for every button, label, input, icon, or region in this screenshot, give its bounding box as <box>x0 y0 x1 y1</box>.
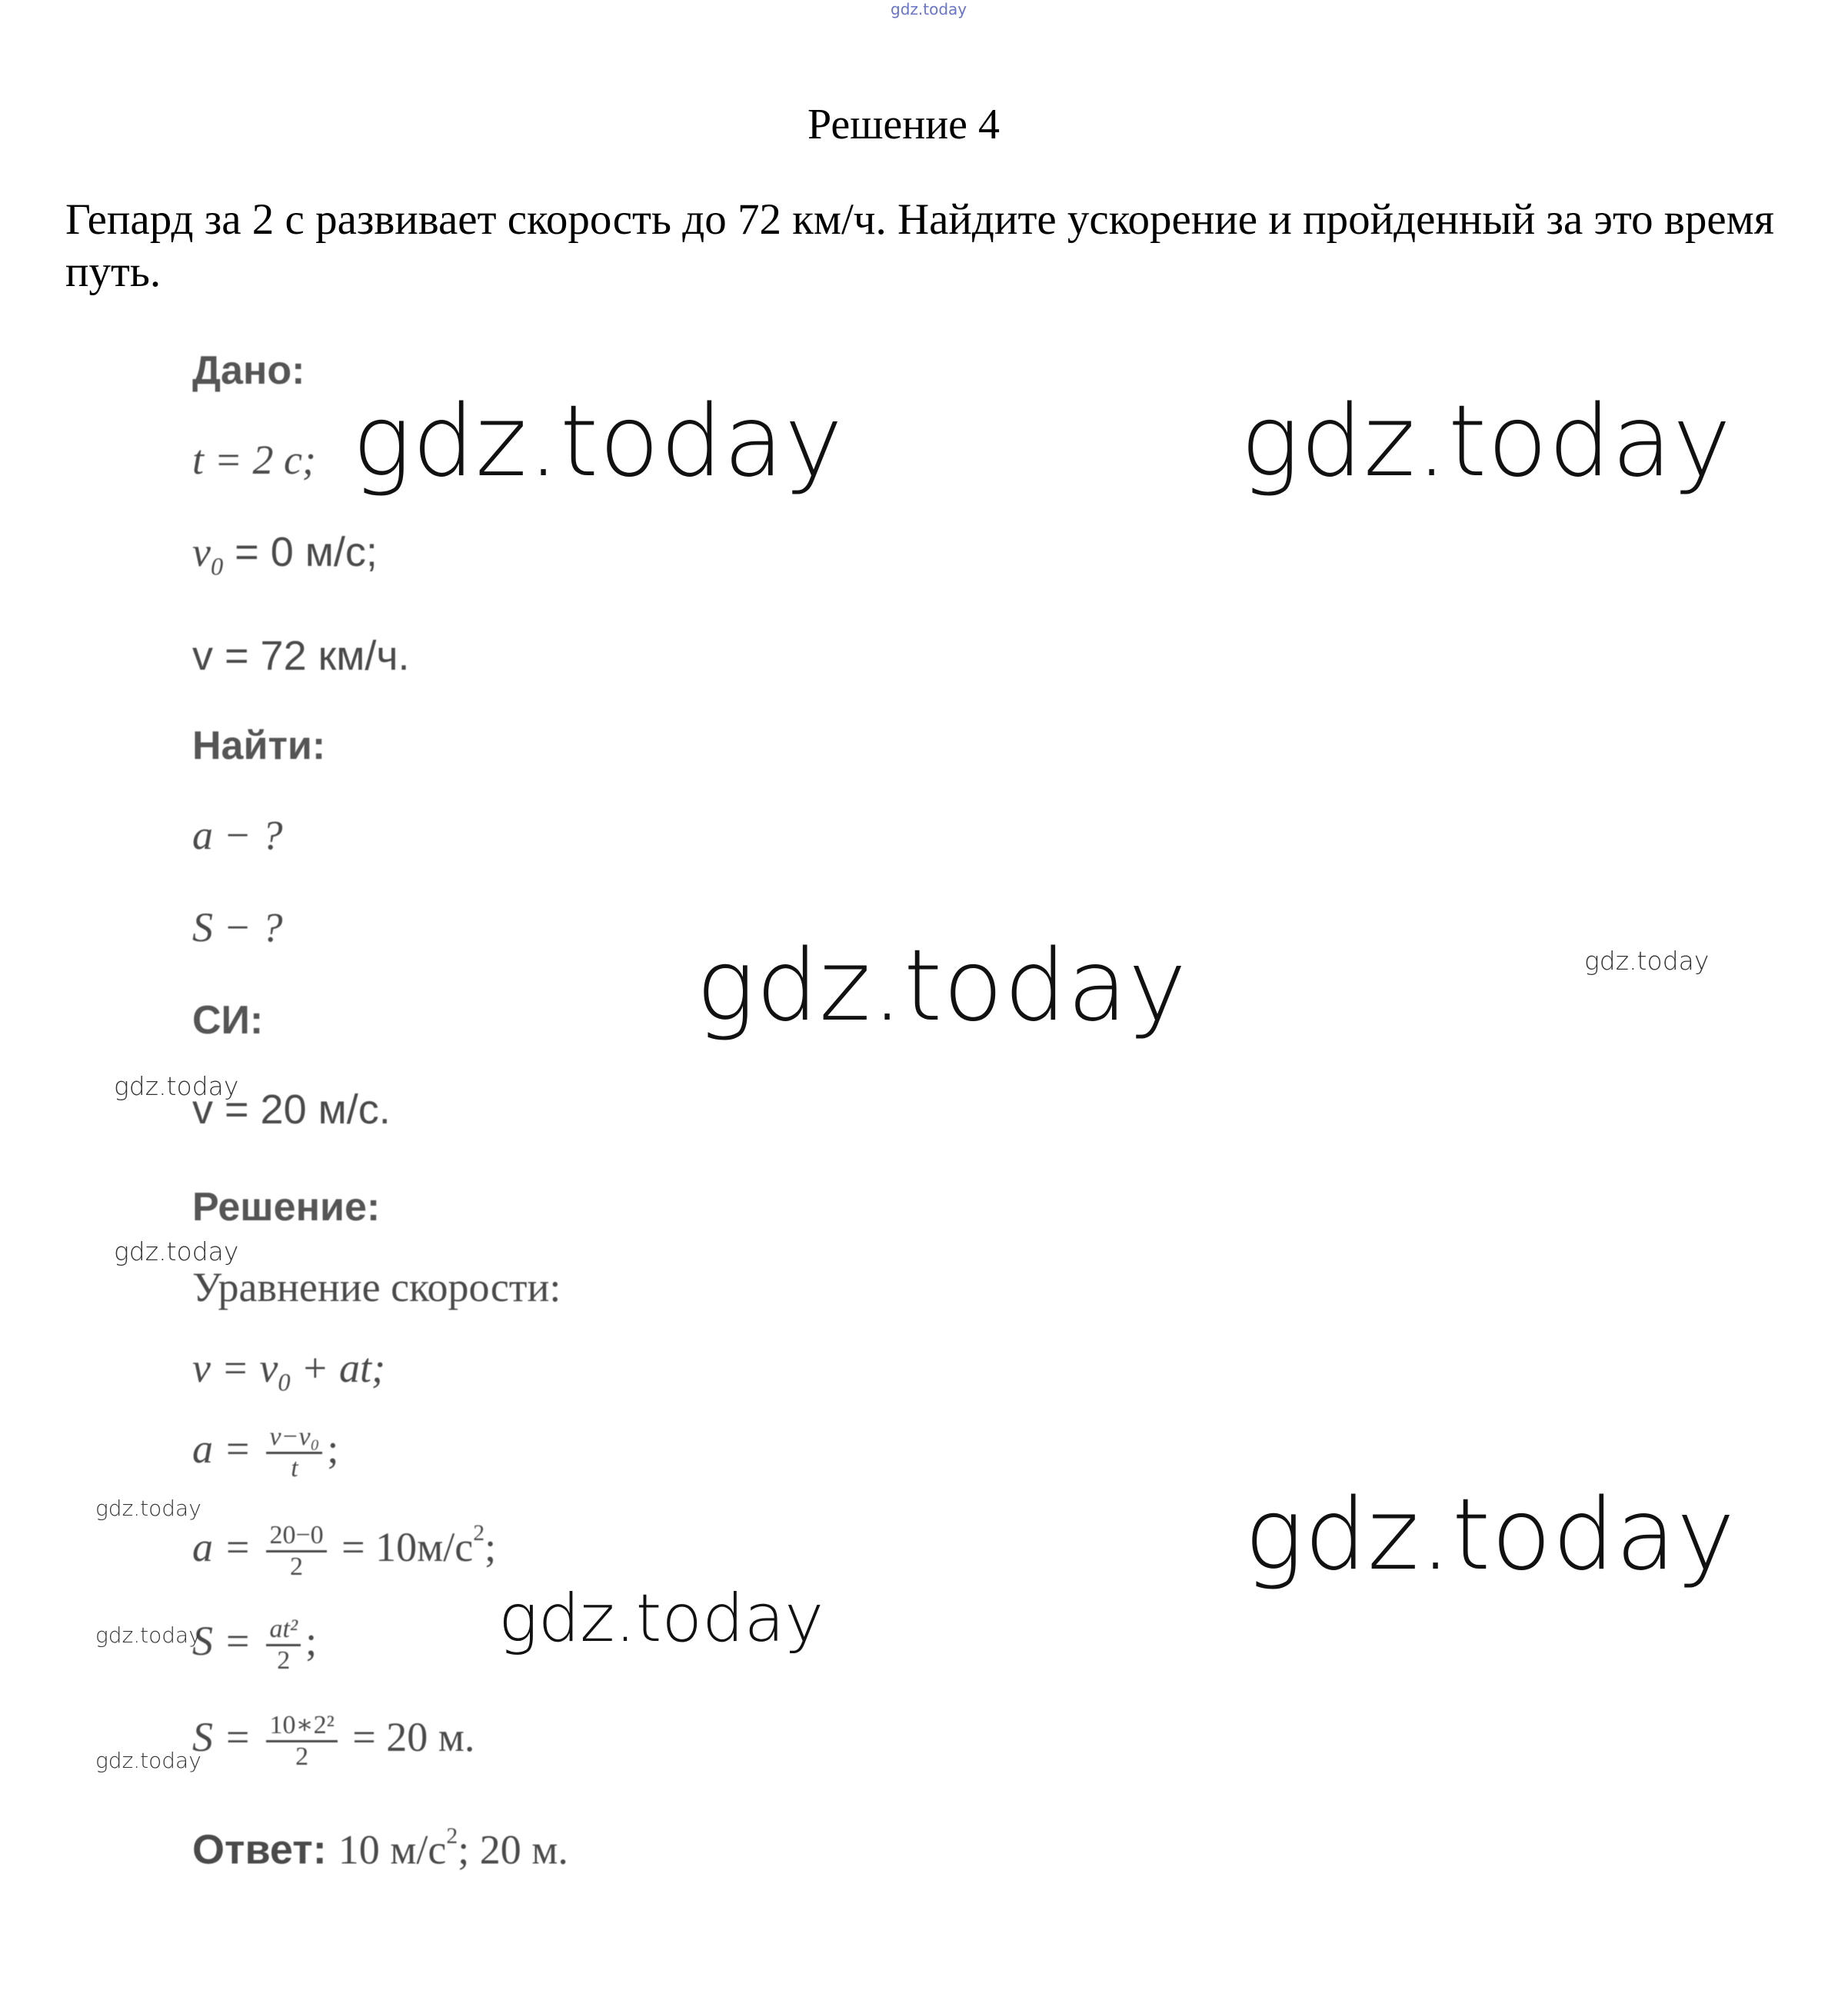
eq1-sub: 0 <box>278 1369 291 1397</box>
answer-a: 10 м/с <box>338 1826 447 1873</box>
eq4-fraction <box>266 1615 301 1676</box>
watermark-large-1: gdz.today <box>352 384 844 499</box>
given-t <box>192 436 316 484</box>
eq3-den: 2 <box>290 1552 304 1581</box>
watermark-large-3: gdz.today <box>696 929 1187 1043</box>
equation-2 <box>192 1423 338 1483</box>
find-heading: Найти: <box>192 724 326 768</box>
eq4-tail: ; <box>305 1617 318 1664</box>
watermark-small-4: gdz.today <box>95 1496 201 1521</box>
watermark-small-1: gdz.today <box>1584 946 1710 976</box>
si-heading: СИ: <box>192 998 264 1043</box>
eq2-den: t <box>291 1454 298 1483</box>
answer-prefix: Ответ: <box>192 1826 338 1873</box>
eq2-lhs: a = <box>192 1425 262 1472</box>
eq5-den: 2 <box>295 1742 309 1771</box>
given-t-text: t = 2 с; <box>192 437 316 483</box>
eq1-b: + at; <box>290 1345 386 1391</box>
watermark-small-6: gdz.today <box>95 1748 201 1773</box>
answer <box>192 1824 568 1874</box>
watermark-medium-1: gdz.today <box>498 1580 824 1657</box>
task-text: Гепард за 2 с развивает скорость до 72 км/ч. Найдите ускорение и пройденный за это время путь. <box>65 195 1774 296</box>
watermark-large-4: gdz.today <box>1244 1478 1736 1592</box>
eq5-num: 10∗2² <box>266 1711 337 1742</box>
given-v0-sub: 0 <box>210 553 224 581</box>
watermark-top: gdz.today <box>891 0 967 18</box>
eq3-fraction <box>266 1521 326 1582</box>
eq1-a: v = v <box>192 1345 278 1391</box>
eq3-tail: ; <box>484 1523 497 1570</box>
eq5-lhs: S = <box>192 1713 262 1760</box>
given-v <box>192 632 410 680</box>
eq3-rhs: = 10м/с <box>331 1523 474 1570</box>
eq3-lhs: a = <box>192 1523 262 1570</box>
equation-5 <box>192 1711 474 1772</box>
eq3-num: 20−0 <box>266 1521 326 1552</box>
given-v0-value: = 0 м/с; <box>223 529 378 575</box>
equation-4 <box>192 1615 317 1676</box>
watermark-small-2: gdz.today <box>114 1071 239 1101</box>
given-v-text: v = 72 км/ч. <box>192 633 410 679</box>
eq2-tail: ; <box>327 1425 339 1472</box>
find-a-text: a − ? <box>192 812 283 858</box>
given-heading: Дано: <box>192 348 305 393</box>
eq3-sup: 2 <box>473 1521 485 1546</box>
eq2-num: v−v₀ <box>266 1423 322 1454</box>
watermark-large-2: gdz.today <box>1240 384 1732 499</box>
find-a <box>192 811 282 859</box>
given-v0 <box>192 528 378 581</box>
find-s <box>192 904 282 951</box>
watermark-small-5: gdz.today <box>95 1622 201 1648</box>
answer-sup: 2 <box>446 1824 458 1849</box>
equation-1 <box>192 1344 385 1397</box>
page-title: Решение 4 <box>807 101 1001 148</box>
given-v0-var: v <box>192 529 211 575</box>
eq4-den: 2 <box>277 1646 291 1675</box>
equation-label: Уравнение скорости: <box>192 1264 561 1310</box>
watermark-small-3: gdz.today <box>114 1236 239 1266</box>
si-v-text: v = 20 м/с. <box>192 1087 391 1133</box>
eq5-fraction <box>266 1711 337 1772</box>
answer-b: ; 20 м. <box>458 1826 568 1873</box>
find-s-text: S − ? <box>192 904 283 950</box>
equation-3 <box>192 1521 496 1582</box>
solution-heading: Решение: <box>192 1185 381 1230</box>
eq5-rhs: = 20 м. <box>341 1713 475 1760</box>
eq2-fraction <box>266 1423 322 1483</box>
eq4-lhs: S = <box>192 1617 262 1664</box>
eq4-num: at² <box>266 1615 301 1646</box>
